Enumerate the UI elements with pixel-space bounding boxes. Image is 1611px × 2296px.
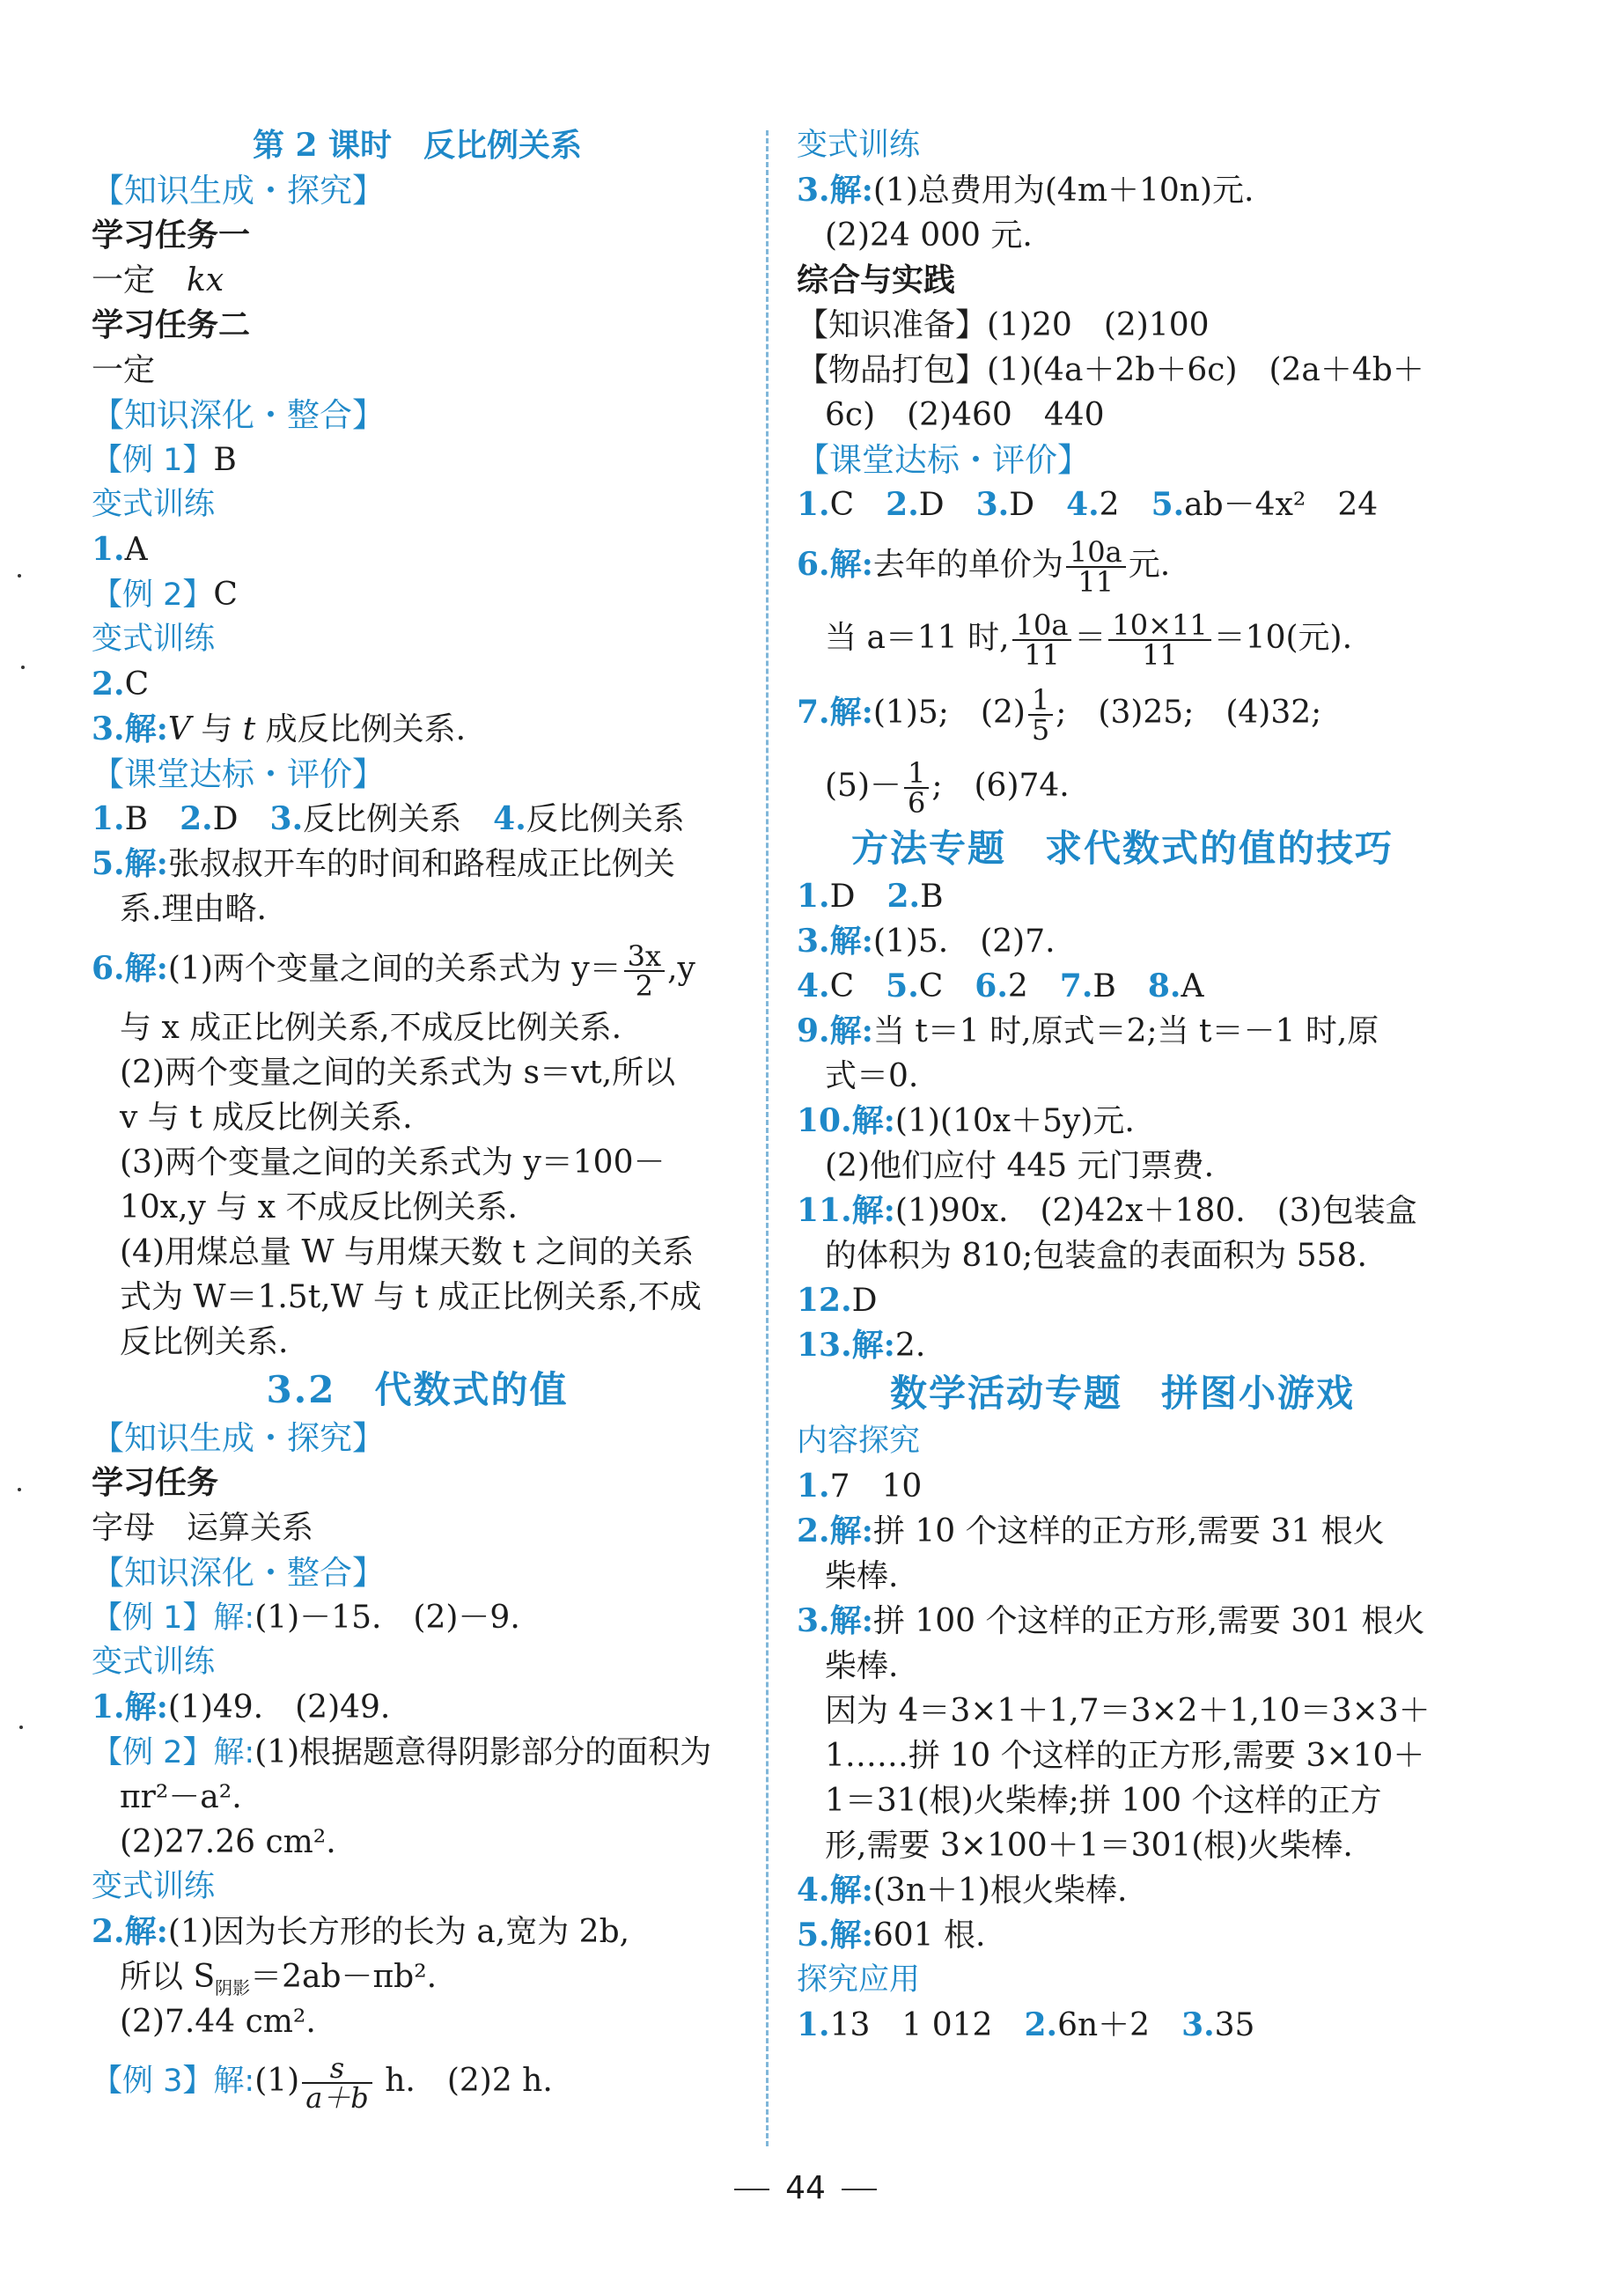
answer-text: ＝10(元).	[1213, 620, 1353, 656]
answer-line	[92, 1685, 743, 1730]
question-number: 5.	[886, 968, 919, 1004]
answer-text: C	[918, 968, 975, 1004]
practice-heading: 综合与实践	[797, 262, 956, 298]
variant-heading: 变式训练	[797, 128, 921, 163]
numerator: 10a	[1066, 538, 1126, 568]
page-dash	[734, 2189, 769, 2190]
answer-line	[797, 482, 1448, 527]
answer-text: 35	[1214, 2007, 1255, 2043]
answer-line	[797, 1099, 1448, 1144]
question-number: 3.解:	[92, 710, 168, 747]
task-heading: 学习任务一	[92, 217, 251, 254]
answer-text: ,y	[667, 951, 695, 987]
section-heading: 【知识深化・整合】	[92, 396, 385, 434]
answer-text: D	[212, 801, 270, 837]
answer-text: 当 a＝11 时,	[825, 620, 1010, 656]
example-label: 【例 2】	[92, 578, 214, 613]
answer-text: ab－4x² 24	[1184, 487, 1379, 523]
answer-text: C	[829, 968, 886, 1004]
task-heading: 学习任务二	[92, 307, 251, 343]
answer-line: 6c) (2)460 440	[825, 397, 1105, 433]
answer-line: (2)7.44 cm².	[120, 2004, 316, 2040]
answer-text: (1)90x. (2)42x＋180. (3)包装盒	[894, 1193, 1417, 1229]
example-line	[92, 2044, 743, 2118]
question-number: 1.	[797, 1468, 830, 1505]
answer-line: 与 x 成正比例关系,不成反比例关系.	[120, 1010, 622, 1046]
answer-line: (2)他们应付 445 元门票费.	[825, 1148, 1215, 1184]
page-dash	[842, 2189, 877, 2190]
bracket-label: 【物品打包】	[797, 352, 988, 388]
answer-text: A	[1181, 968, 1204, 1004]
section-heading: 【课堂达标・评价】	[797, 441, 1090, 479]
answer-line	[92, 662, 743, 707]
answer-line: 柴棒.	[825, 1648, 899, 1684]
answer-text: 当 t＝1 时,原式＝2;当 t＝－1 时,原	[872, 1013, 1379, 1049]
subsection-heading: 探究应用	[797, 1962, 921, 1998]
question-number: 3.	[1181, 2006, 1215, 2043]
bracket-label: 【知识准备】	[797, 307, 988, 343]
example-label: 【例 1】解:	[92, 1601, 255, 1636]
answer-text: B	[1092, 968, 1148, 1004]
question-number: 5.解:	[797, 1917, 873, 1954]
answer-text: 与	[190, 711, 243, 747]
answer-line: (4)用煤总量 W 与用煤天数 t 之间的关系	[120, 1234, 695, 1270]
example-line	[92, 1730, 743, 1775]
question-number: 1.	[92, 531, 125, 568]
answer-text: 元.	[1128, 547, 1171, 583]
answer-line: v 与 t 成反比例关系.	[120, 1100, 413, 1136]
answer-text: B	[213, 442, 237, 478]
question-number: 1.	[797, 878, 830, 915]
section-heading: 【课堂达标・评价】	[92, 755, 385, 793]
answer-text: D	[829, 879, 887, 915]
question-number: 6.解:	[797, 546, 873, 583]
example-label: 【例 1】	[92, 443, 214, 478]
answer-line: 10x,y 与 x 不成反比例关系.	[120, 1189, 518, 1225]
page-number-text: 44	[785, 2170, 826, 2206]
answer-line: (2)两个变量之间的关系式为 s＝vt,所以	[120, 1055, 676, 1091]
answer-text: (1)(10x＋5y)元.	[894, 1103, 1135, 1139]
answer-text: D	[918, 487, 976, 523]
answer-line	[797, 348, 1448, 393]
math-var: t	[242, 711, 256, 747]
denominator: 2	[635, 969, 654, 1003]
answer-line	[797, 1323, 1448, 1368]
answer-line	[92, 797, 743, 842]
answer-text: 所以 S	[120, 1959, 216, 1995]
question-number: 11.解:	[797, 1192, 895, 1229]
answer-text: 6n＋2	[1057, 2007, 1182, 2043]
answer-text: 一定	[92, 262, 188, 298]
answer-text: ; (6)74.	[931, 768, 1070, 804]
task-heading: 学习任务	[92, 1465, 219, 1501]
question-number: 4.解:	[797, 1872, 873, 1909]
section-title: 数学活动专题 拼图小游戏	[889, 1372, 1355, 1415]
section-title: 3.2 代数式的值	[266, 1368, 569, 1411]
answer-line: 反比例关系.	[120, 1324, 289, 1360]
answer-line	[92, 527, 743, 572]
answer-line: 柴棒.	[825, 1558, 899, 1594]
answer-text: 2	[1099, 487, 1151, 523]
answer-line: 1……拼 10 个这样的正方形,需要 3×10＋	[825, 1738, 1425, 1774]
variant-heading: 变式训练	[92, 1645, 216, 1680]
answer-line	[797, 675, 1448, 749]
answer-text: (1)因为长方形的长为 a,宽为 2b,	[167, 1914, 630, 1950]
answer-line	[797, 168, 1448, 213]
question-number: 1.	[92, 800, 125, 837]
subscript: 阴影	[215, 1977, 251, 1999]
answer-text: 去年的单价为	[872, 547, 1063, 583]
question-number: 8.	[1147, 968, 1181, 1004]
answer-line	[92, 1954, 743, 1999]
answer-text: 601 根.	[872, 1917, 986, 1954]
answer-line: 一定	[92, 352, 156, 388]
answer-line	[797, 1188, 1448, 1233]
answer-line: (3)两个变量之间的关系式为 y＝100－	[120, 1144, 666, 1181]
answer-text: C	[213, 577, 238, 613]
answer-text: kx	[187, 262, 224, 298]
question-number: 2.	[886, 486, 919, 523]
question-number: 9.解:	[797, 1012, 873, 1049]
answer-line	[797, 1599, 1448, 1644]
section-heading: 【知识深化・整合】	[92, 1554, 385, 1592]
question-number: 1.解:	[92, 1689, 168, 1726]
answer-line: 形,需要 3×100＋1＝301(根)火柴棒.	[825, 1828, 1353, 1864]
question-number: 3.	[269, 800, 304, 837]
answer-text: ＝	[1074, 620, 1107, 656]
scan-speck	[19, 1726, 23, 1729]
answer-line: (2)24 000 元.	[825, 217, 1033, 254]
question-number: 2.	[180, 800, 213, 837]
answer-line: 的体积为 810;包装盒的表面积为 558.	[825, 1238, 1367, 1274]
answer-text: 2	[1007, 968, 1060, 1004]
numerator: 10×11	[1108, 611, 1210, 641]
denominator: 6	[908, 786, 926, 820]
answer-line	[797, 2003, 1448, 2048]
question-number: 3.解:	[797, 1602, 873, 1639]
answer-line	[797, 1009, 1448, 1054]
question-number: 6.解:	[92, 950, 168, 987]
example-line	[92, 572, 743, 617]
answer-text: C	[124, 666, 150, 703]
question-number: 4.	[797, 968, 830, 1004]
question-number: 4.	[493, 800, 526, 837]
answer-line: 式为 W＝1.5t,W 与 t 成正比例关系,不成	[120, 1279, 702, 1315]
answer-line	[92, 931, 743, 1005]
answer-text: (1)49. (2)49.	[167, 1689, 391, 1726]
answer-text: (1)根据题意得阴影部分的面积为	[254, 1734, 712, 1770]
answer-text: (5)－	[825, 768, 901, 804]
answer-line: 因为 4＝3×1＋1,7＝3×2＋1,10＝3×3＋	[825, 1693, 1431, 1729]
answer-text: (1)两个变量之间的关系式为 y＝	[167, 951, 622, 987]
answer-line	[797, 601, 1448, 675]
fraction	[1012, 608, 1072, 672]
left-column	[92, 123, 743, 2118]
answer-text: 2.	[894, 1328, 926, 1364]
right-column	[797, 123, 1448, 2048]
fraction	[904, 756, 929, 820]
variant-heading: 变式训练	[92, 1869, 216, 1904]
answer-text: 拼 10 个这样的正方形,需要 31 根火	[872, 1513, 1385, 1549]
answer-line: 1＝31(根)火柴棒;拼 100 个这样的正方	[825, 1783, 1382, 1819]
answer-line	[797, 1913, 1448, 1958]
scan-speck	[18, 574, 21, 578]
answer-text: D	[851, 1283, 878, 1319]
numerator: 3x	[624, 942, 665, 972]
question-number: 13.解:	[797, 1327, 895, 1364]
question-number: 3.	[975, 486, 1010, 523]
answer-text: ＝2ab－πb².	[250, 1959, 438, 1995]
question-number: 4.	[1066, 486, 1100, 523]
answer-text: 拼 100 个这样的正方形,需要 301 根火	[872, 1603, 1425, 1639]
answer-text: (1)总费用为(4m＋10n)元.	[872, 173, 1254, 209]
answer-text: 张叔叔开车的时间和路程成正比例关	[167, 846, 675, 882]
answer-line	[797, 1509, 1448, 1554]
example-label: 【例 3】解:	[92, 2064, 255, 2099]
denominator: 11	[1024, 638, 1060, 672]
answer-text: D	[1009, 487, 1067, 523]
fraction	[1108, 608, 1210, 672]
question-number: 12.	[797, 1282, 852, 1319]
variant-heading: 变式训练	[92, 487, 216, 522]
answer-line	[797, 1868, 1448, 1913]
answer-text: 7 10	[829, 1468, 923, 1505]
question-number: 2.	[92, 666, 125, 703]
example-label: 【例 2】解:	[92, 1735, 255, 1770]
answer-text: h. (2)2 h.	[374, 2063, 553, 2099]
answer-line	[797, 964, 1448, 1009]
scan-speck	[21, 666, 25, 669]
answer-line: 式＝0.	[825, 1058, 919, 1094]
answer-line	[797, 527, 1448, 601]
fraction	[302, 2051, 372, 2115]
scan-speck	[18, 1488, 21, 1491]
answer-line: (2)27.26 cm².	[120, 1824, 336, 1860]
lesson-title: 第 2 课时 反比例关系	[252, 127, 583, 164]
question-number: 5.	[1151, 486, 1185, 523]
denominator: 11	[1142, 638, 1178, 672]
numerator: 10a	[1012, 611, 1072, 641]
answer-text: (1)－15. (2)－9.	[254, 1600, 520, 1636]
answer-text: 成反比例关系.	[255, 711, 467, 747]
example-line	[92, 438, 743, 482]
numerator: 1	[904, 759, 929, 789]
question-number: 7.	[1059, 968, 1093, 1004]
question-number: 2.解:	[797, 1512, 873, 1549]
question-number: 10.解:	[797, 1102, 895, 1139]
answer-text: 反比例关系	[526, 801, 685, 837]
question-number: 1.	[797, 486, 830, 523]
answer-text: (1)20 (2)100	[987, 307, 1210, 343]
page-number	[0, 2170, 1611, 2206]
answer-text: 13 1 012	[829, 2007, 1025, 2043]
answer-text: A	[124, 532, 148, 568]
answer-line: 字母 运算关系	[92, 1510, 314, 1546]
question-number: 2.	[886, 878, 921, 915]
answer-text: C	[829, 487, 886, 523]
denominator: a＋b	[305, 2081, 369, 2115]
math-var: V	[167, 711, 191, 747]
answer-line	[797, 749, 1448, 823]
question-number: 3.解:	[797, 923, 873, 960]
question-number: 2.解:	[92, 1913, 168, 1950]
example-line	[92, 1595, 743, 1640]
numerator: 1	[1028, 686, 1053, 716]
answer-text: (1)(4a＋2b＋6c) (2a＋4b＋	[987, 352, 1424, 388]
answer-text: 反比例关系	[303, 801, 494, 837]
answer-line	[92, 258, 743, 303]
question-number: 6.	[975, 968, 1008, 1004]
answer-text: ; (3)25; (4)32;	[1056, 695, 1322, 731]
answer-line	[92, 1910, 743, 1954]
answer-line	[797, 919, 1448, 964]
numerator: s	[302, 2054, 372, 2084]
denominator: 5	[1031, 713, 1050, 747]
question-number: 3.解:	[797, 172, 873, 209]
fraction	[624, 939, 665, 1003]
section-heading: 【知识生成・探究】	[92, 172, 385, 210]
answer-text: (1)5. (2)7.	[872, 924, 1056, 960]
answer-line: 系.理由略.	[120, 891, 267, 927]
question-number: 2.	[1024, 2006, 1058, 2043]
answer-text: (1)	[254, 2063, 300, 2099]
fraction	[1028, 683, 1053, 747]
answer-line	[92, 707, 743, 752]
answer-text: (3n＋1)根火柴棒.	[872, 1873, 1128, 1909]
answer-text: B	[124, 801, 180, 837]
section-title: 方法专题 求代数式的值的技巧	[850, 827, 1394, 870]
fraction	[1066, 535, 1126, 599]
answer-text: (1)5; (2)	[872, 695, 1026, 731]
section-heading: 【知识生成・探究】	[92, 1419, 385, 1457]
column-divider	[766, 130, 769, 2146]
subsection-heading: 内容探究	[797, 1424, 921, 1459]
denominator: 11	[1078, 565, 1114, 599]
variant-heading: 变式训练	[92, 622, 216, 657]
answer-line	[797, 1278, 1448, 1323]
answer-line	[797, 303, 1448, 348]
question-number: 5.解:	[92, 845, 168, 882]
answer-text: B	[920, 879, 944, 915]
question-number: 7.解:	[797, 694, 873, 731]
question-number: 1.	[797, 2006, 830, 2043]
answer-line	[797, 1464, 1448, 1509]
answer-line: πr²－a².	[120, 1779, 242, 1815]
answer-line	[92, 842, 743, 887]
answer-line	[797, 874, 1448, 919]
